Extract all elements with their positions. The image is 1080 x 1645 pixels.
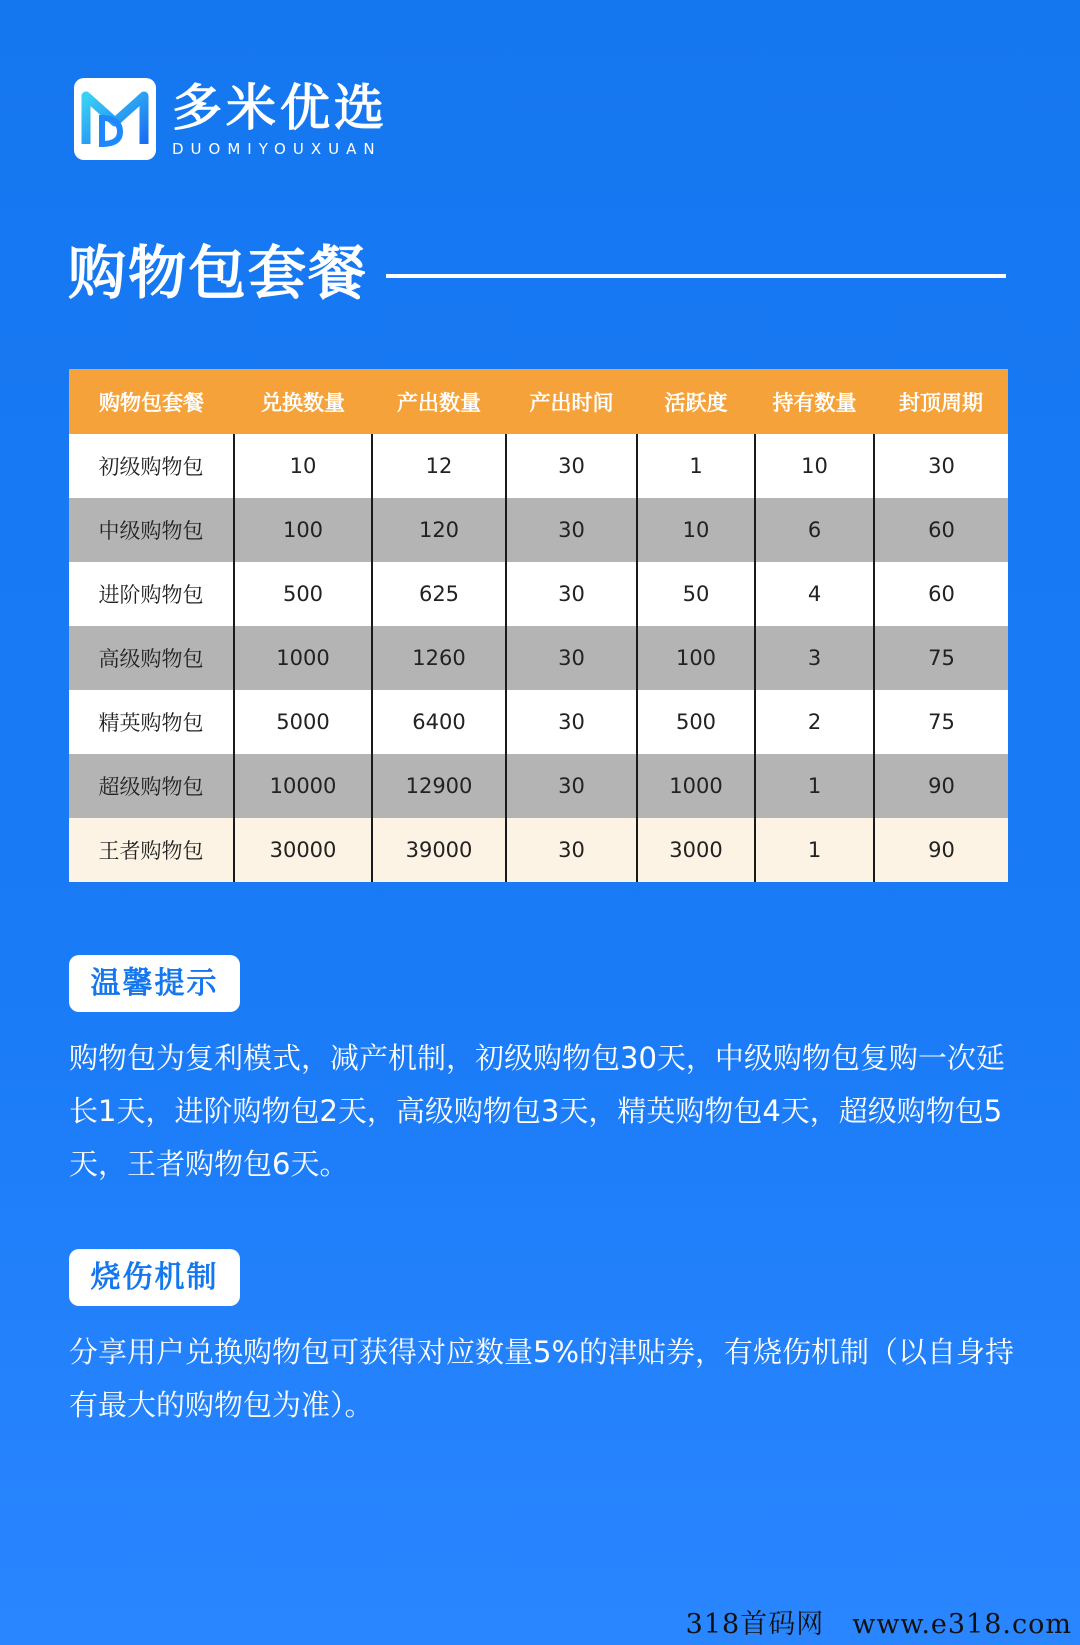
table-header: 购物包套餐 xyxy=(69,369,234,434)
tips-badge: 温馨提示 xyxy=(69,955,240,1012)
table-cell: 4 xyxy=(755,562,874,626)
table-cell: 100 xyxy=(234,498,372,562)
brand-name: 多米优选 xyxy=(172,79,388,137)
table-row xyxy=(69,498,1008,562)
table-row xyxy=(69,754,1008,818)
table-cell: 中级购物包 xyxy=(69,498,234,562)
table-cell: 625 xyxy=(372,562,506,626)
table-cell: 75 xyxy=(874,626,1008,690)
table-cell: 超级购物包 xyxy=(69,754,234,818)
table-cell: 90 xyxy=(874,754,1008,818)
table-cell: 39000 xyxy=(372,818,506,882)
table-header: 封顶周期 xyxy=(874,369,1008,434)
table-cell: 6400 xyxy=(372,690,506,754)
table-cell: 30 xyxy=(874,434,1008,498)
table-cell: 1 xyxy=(755,818,874,882)
table-cell: 500 xyxy=(234,562,372,626)
table-header: 持有数量 xyxy=(755,369,874,434)
table-cell: 30 xyxy=(506,434,637,498)
table-cell: 50 xyxy=(637,562,755,626)
watermark-site: 318首码网 xyxy=(685,1609,825,1640)
table-cell: 30 xyxy=(506,690,637,754)
table-cell: 90 xyxy=(874,818,1008,882)
table-cell: 高级购物包 xyxy=(69,626,234,690)
table-cell: 王者购物包 xyxy=(69,818,234,882)
table-cell: 1 xyxy=(755,754,874,818)
table-header-row xyxy=(69,369,1008,434)
table-header: 兑换数量 xyxy=(234,369,372,434)
table-cell: 10 xyxy=(755,434,874,498)
table-cell: 精英购物包 xyxy=(69,690,234,754)
table-cell: 12 xyxy=(372,434,506,498)
table-header: 活跃度 xyxy=(637,369,755,434)
packages-table xyxy=(69,369,1008,882)
table-cell: 60 xyxy=(874,498,1008,562)
watermark-url: www.e318.com xyxy=(852,1609,1072,1640)
table-header: 产出数量 xyxy=(372,369,506,434)
table-cell: 120 xyxy=(372,498,506,562)
table-cell: 初级购物包 xyxy=(69,434,234,498)
dm-logo-icon xyxy=(74,78,156,160)
burn-badge: 烧伤机制 xyxy=(69,1249,240,1306)
table-cell: 30 xyxy=(506,754,637,818)
table-cell: 30 xyxy=(506,498,637,562)
title-divider xyxy=(386,274,1006,278)
table-cell: 60 xyxy=(874,562,1008,626)
table-cell: 100 xyxy=(637,626,755,690)
table-row xyxy=(69,434,1008,498)
table-cell: 2 xyxy=(755,690,874,754)
table-cell: 1 xyxy=(637,434,755,498)
table-cell: 75 xyxy=(874,690,1008,754)
table-cell: 10 xyxy=(234,434,372,498)
table-header: 产出时间 xyxy=(506,369,637,434)
table-cell: 30 xyxy=(506,626,637,690)
brand-header xyxy=(74,78,388,160)
watermark xyxy=(686,1602,1072,1641)
page-title: 购物包套餐 xyxy=(68,239,369,307)
burn-text: 分享用户兑换购物包可获得对应数量5%的津贴券，有烧伤机制（以自身持有最大的购物包为准）。 xyxy=(69,1335,1015,1422)
brand-name-en: DUOMIYOUXUAN xyxy=(172,140,382,158)
table-cell: 5000 xyxy=(234,690,372,754)
tips-text: 购物包为复利模式，减产机制，初级购物包30天，中级购物包复购一次延长1天，进阶购物包2天，高级购物包3天，精英购物包4天，超级购物包5天，王者购物包6天。 xyxy=(69,1041,1005,1181)
table-cell: 3 xyxy=(755,626,874,690)
table-cell: 10000 xyxy=(234,754,372,818)
table-cell: 6 xyxy=(755,498,874,562)
table-cell: 进阶购物包 xyxy=(69,562,234,626)
table-cell: 1000 xyxy=(637,754,755,818)
table-cell: 1000 xyxy=(234,626,372,690)
table-cell: 12900 xyxy=(372,754,506,818)
table-cell: 10 xyxy=(637,498,755,562)
table-cell: 500 xyxy=(637,690,755,754)
table-row xyxy=(69,818,1008,882)
table-row xyxy=(69,562,1008,626)
table-cell: 30000 xyxy=(234,818,372,882)
table-cell: 30 xyxy=(506,818,637,882)
table-cell: 30 xyxy=(506,562,637,626)
table-row xyxy=(69,626,1008,690)
table-row xyxy=(69,690,1008,754)
table-cell: 3000 xyxy=(637,818,755,882)
table-cell: 1260 xyxy=(372,626,506,690)
